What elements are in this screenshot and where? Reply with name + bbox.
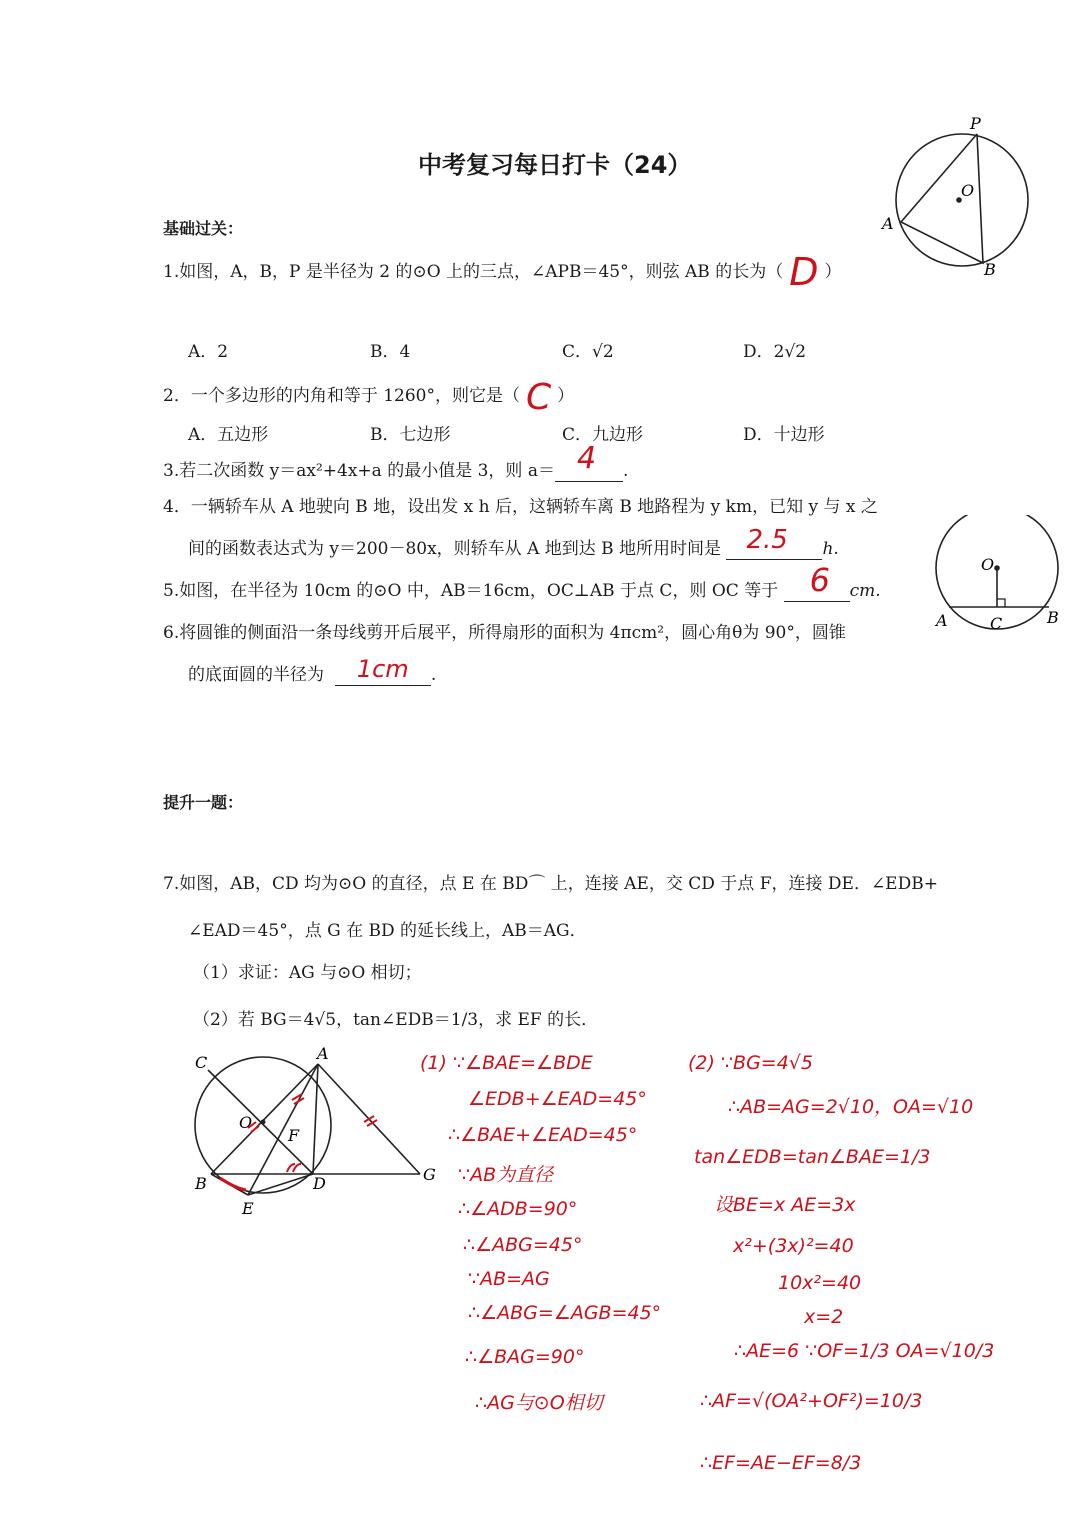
- q1-option-b: B．4: [370, 342, 411, 362]
- question-6-line1: 6.将圆锥的侧面沿一条母线剪开后展平，所得扇形的面积为 4πcm²，圆心角θ为 90°，圆锥: [163, 623, 846, 643]
- solution1-line-9: ∴∠BAG=90°: [465, 1346, 585, 1368]
- solution2-line-3: tan∠EDB=tan∠BAE=1/3: [694, 1146, 931, 1168]
- solution1-line-7: ∵AB=AG: [468, 1268, 550, 1290]
- fig3-label-o: O: [239, 1113, 253, 1132]
- q2-option-c: C．九边形: [562, 425, 644, 445]
- question-4-line1: 4．一辆轿车从 A 地驶向 B 地，设出发 x h 后，这辆轿车离 B 地路程为 y km，已知 y 与 x 之: [163, 497, 878, 517]
- q4-text: 间的函数表达式为 y＝200－80x，则轿车从 A 地到达 B 地所用时间是: [188, 539, 722, 559]
- solution2-line-4: 设BE=x AE=3x: [714, 1194, 856, 1216]
- solution1-line-8: ∴∠ABG=∠AGB=45°: [468, 1302, 662, 1324]
- question-7-line1: 7.如图，AB，CD 均为⊙O 的直径，点 E 在 BD⌒ 上，连接 AE，交 CD 于点 F，连接 DE．∠EDB+: [163, 874, 938, 894]
- q2-answer: C: [525, 377, 552, 418]
- question-2: [163, 377, 574, 418]
- fig1-label-a: A: [882, 214, 894, 233]
- question-4-line2: [188, 525, 839, 560]
- section-advanced: 提升一题：: [163, 793, 244, 812]
- q6-blank: [335, 655, 431, 686]
- question-7-part2: （2）若 BG＝4√5，tan∠EDB＝1/3，求 EF 的长．: [193, 1010, 599, 1030]
- q4-answer: 2.5: [746, 525, 788, 555]
- fig2-label-b: B: [1047, 608, 1059, 627]
- fig3-label-b: B: [195, 1174, 207, 1193]
- solution2-line-7: x=2: [804, 1306, 844, 1328]
- q5-text: 5.如图，在半径为 10cm 的⊙O 中，AB＝16cm，OC⊥AB 于点 C，则 OC 等于: [163, 581, 779, 601]
- q1-answer: D: [789, 250, 819, 294]
- solution1-line-6: ∴∠ABG=45°: [463, 1234, 583, 1256]
- question-1: [163, 250, 841, 294]
- q1-text: 1.如图，A，B，P 是半径为 2 的⊙O 上的三点，∠APB＝45°，则弦 AB 的长为（: [163, 262, 784, 282]
- q2-option-d: D．十边形: [743, 425, 825, 445]
- solution1-line-4: ∵AB为直径: [458, 1164, 554, 1186]
- solution1-line-3: ∴∠BAE+∠EAD=45°: [448, 1124, 638, 1146]
- q5-end: cm.: [849, 581, 881, 601]
- q6-answer: 1cm: [356, 655, 409, 683]
- fig3-center-dot: [261, 1120, 266, 1125]
- question-3: [163, 441, 629, 482]
- q4-blank: [726, 525, 822, 560]
- fig2-center-dot: [994, 565, 1000, 571]
- q6-end: .: [430, 665, 437, 685]
- fig3-red-mark-d: [287, 1164, 301, 1172]
- fig1-label-b: B: [984, 260, 996, 279]
- solution2-line-6: 10x²=40: [778, 1272, 862, 1294]
- q3-answer: 4: [576, 441, 597, 476]
- solution2-line-9: ∴AF=√(OA²+OF²)=10/3: [700, 1390, 923, 1412]
- solution2-line-2: ∴AB=AG=2√10，OA=√10: [728, 1096, 974, 1118]
- q1-option-a: A．2: [188, 342, 229, 362]
- q6-text: 的底面圆的半径为: [188, 665, 324, 685]
- q3-text: 3.若二次函数 y＝ax²+4x+a 的最小值是 3，则 a＝: [163, 461, 555, 481]
- question-7-part1: （1）求证：AG 与⊙O 相切；: [193, 963, 422, 983]
- solution1-line-10: ∴AG与⊙O相切: [475, 1392, 603, 1414]
- question-5: [163, 561, 881, 602]
- fig3-label-c: C: [195, 1053, 208, 1072]
- q2-text: 2．一个多边形的内角和等于 1260°，则它是（: [163, 386, 520, 406]
- fig2-label-c: C: [990, 614, 1003, 633]
- fig3-label-a: A: [317, 1044, 329, 1063]
- q1-option-c: C．√2: [562, 342, 614, 362]
- fig3-label-d: D: [313, 1174, 326, 1193]
- question-7-line2: ∠EAD＝45°，点 G 在 BD 的延长线上，AB＝AG．: [188, 921, 587, 941]
- solution2-line-8: ∴AE=6 ∵OF=1/3 OA=√10/3: [734, 1340, 995, 1362]
- solution2-line-5: x²+(3x)²=40: [733, 1235, 854, 1257]
- q1-option-d: D．2√2: [743, 342, 807, 362]
- fig1-label-p: P: [970, 114, 981, 133]
- q3-blank: [555, 441, 623, 482]
- q3-end: .: [622, 461, 629, 481]
- figure-2-circle: [928, 515, 1068, 635]
- fig1-label-o: O: [961, 181, 975, 200]
- fig3-diameter-ab: [211, 1064, 318, 1174]
- q5-answer: 6: [809, 561, 830, 599]
- section-basic: 基础过关：: [163, 219, 244, 238]
- q4-end: h.: [822, 539, 839, 559]
- fig3-label-e: E: [242, 1199, 254, 1218]
- q2-close: ）: [557, 386, 575, 406]
- q2-option-b: B．七边形: [370, 425, 451, 445]
- fig3-label-f: F: [288, 1126, 300, 1145]
- fig3-red-mark-a: [292, 1094, 304, 1104]
- figure-3-geometry: [180, 1040, 450, 1220]
- fig2-label-a: A: [936, 611, 948, 630]
- figure-1-circle: [870, 110, 1050, 280]
- solution2-line-10: ∴EF=AE−EF=8/3: [700, 1452, 862, 1474]
- solution1-line-5: ∴∠ADB=90°: [458, 1198, 578, 1220]
- solution1-line-2: ∠EDB+∠EAD=45°: [468, 1088, 647, 1110]
- fig2-right-angle: [997, 599, 1005, 607]
- page-title: 中考复习每日打卡（24）: [418, 151, 692, 179]
- q5-blank: [784, 561, 850, 602]
- fig3-red-mark-be: [220, 1178, 246, 1190]
- fig1-circle: [896, 134, 1028, 266]
- solution1-line-1: (1) ∵∠BAE=∠BDE: [420, 1052, 593, 1074]
- q2-option-a: A．五边形: [188, 425, 269, 445]
- question-6-line2: [188, 655, 437, 686]
- q1-close: ）: [824, 262, 842, 282]
- fig2-label-o: O: [981, 555, 995, 574]
- fig3-label-g: G: [423, 1165, 436, 1184]
- solution2-line-1: (2) ∵BG=4√5: [688, 1052, 814, 1074]
